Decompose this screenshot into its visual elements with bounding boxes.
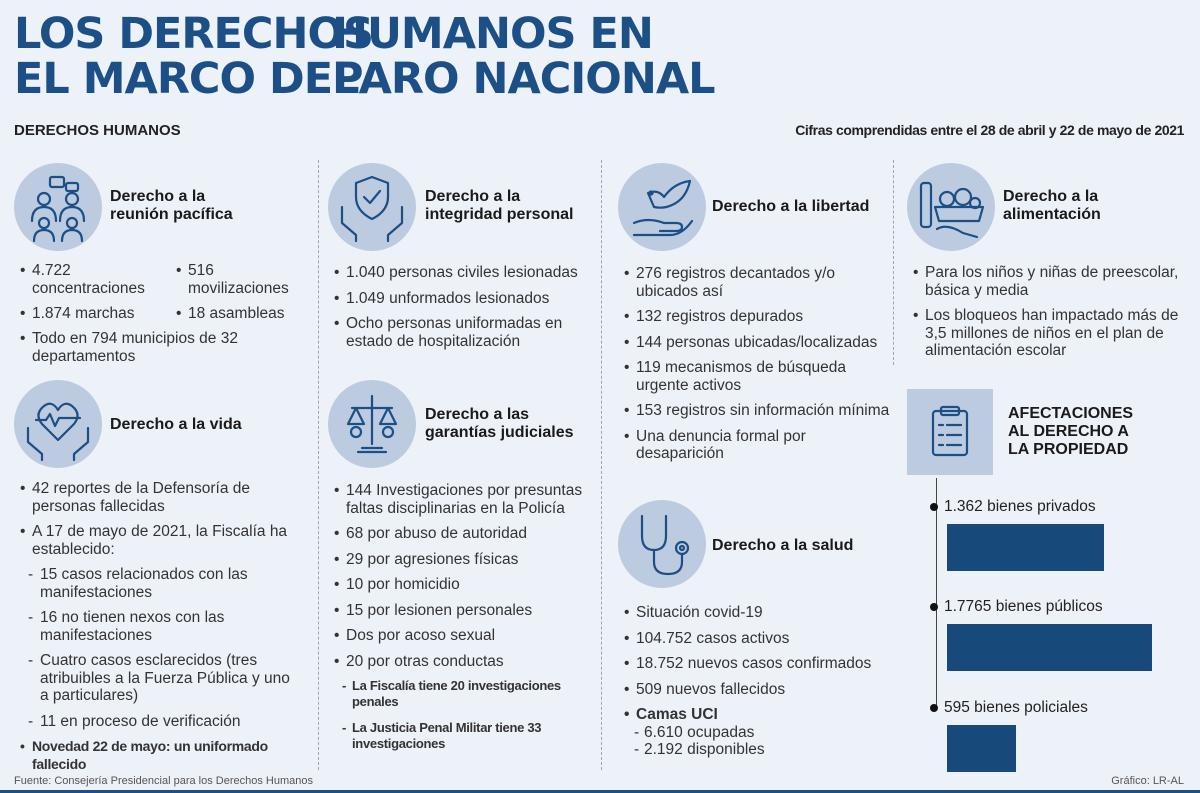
list-item: • 4.722 (20, 262, 175, 280)
title-line1-left: LOS DERECHOS (14, 9, 373, 59)
list-item: • Dos por acoso sexual (334, 627, 599, 645)
list-item: • 104.752 casos activos (624, 630, 892, 648)
bar (947, 524, 1104, 571)
section-title-line: Derecho a la (1003, 188, 1099, 205)
dove-hand-icon (618, 163, 706, 251)
list-item: • Una denuncia formal por desaparición (624, 428, 892, 463)
bar-dot (930, 704, 938, 712)
list-item: - 16 no tienen nexos con las manifestaciones (20, 609, 290, 644)
bar-dot (930, 603, 938, 611)
list-item: • Ocho personas uniformadas en estado de hospitalización (334, 315, 596, 350)
list-item: • 1.049 unformados lesionados (334, 290, 596, 308)
column-divider (318, 160, 319, 770)
list-item: • Todo en 794 municipios de 32 departamentos (20, 330, 240, 365)
date-range: Cifras comprendidas entre el 28 de abril y 22 de mayo de 2021 (795, 122, 1184, 138)
list-item: - La Fiscalía tiene 20 investigaciones penales (334, 678, 599, 710)
clipboard-icon (907, 389, 993, 475)
list-item: • Novedad 22 de mayo: un uniformado fallecido (20, 738, 290, 773)
section-title-line: AL DERECHO A (1008, 423, 1129, 440)
list-item: • Situación covid-19 (624, 604, 892, 622)
list-item: • 1.874 marchas (20, 305, 175, 323)
list-item: • 20 por otras conductas (334, 653, 599, 671)
list-item: • 1.040 personas civiles lesionadas (334, 264, 596, 282)
list-item: • 144 personas ubicadas/localizadas (624, 334, 892, 352)
list-item: • A 17 de mayo de 2021, la Fiscalía ha establecido: (20, 523, 290, 558)
bar-label (930, 699, 1088, 717)
list-item: • 42 reportes de la Defensoría de personas fallecidas (20, 480, 290, 515)
source-note: Fuente: Consejería Presidencial para los Derechos Humanos (14, 775, 313, 787)
heart-hands-icon (14, 380, 102, 468)
list-item: • 276 registros decantados y/o ubicados así (624, 265, 892, 300)
people-meeting-icon (14, 163, 102, 251)
section-title-line: garantías judiciales (425, 424, 574, 441)
list-item: • Camas UCI (624, 706, 892, 724)
reunion-list-left (20, 262, 175, 331)
list-item: • 509 nuevos fallecidos (624, 681, 892, 699)
list-item: - 11 en proceso de verificación (20, 713, 290, 731)
bar-dot (930, 503, 938, 511)
section-title-reunion (110, 188, 233, 224)
garantias-list (334, 482, 599, 762)
libertad-list (624, 265, 892, 471)
vida-list (20, 480, 290, 781)
scales-justice-icon (328, 380, 416, 468)
section-title-line: reunión pacífica (110, 206, 233, 223)
list-item: movilizaciones (188, 279, 289, 297)
list-item: - 6.610 ocupadas (624, 724, 892, 742)
section-title-garantias (425, 406, 574, 442)
list-item: • 144 Investigaciones por presuntas faltas disciplinarias en la Policía (334, 482, 599, 517)
title-left (14, 9, 373, 104)
section-title-alimentacion (1003, 188, 1101, 224)
section-title-line: integridad personal (425, 206, 574, 223)
section-title-line: AFECTACIONES (1008, 405, 1134, 422)
list-item: concentraciones (32, 279, 145, 297)
section-title-line: LA PROPIEDAD (1008, 441, 1129, 458)
bar (947, 624, 1152, 671)
shield-hands-icon (328, 163, 416, 251)
column-divider (601, 160, 602, 770)
reunion-list-right (176, 262, 316, 331)
title-line1-right: HUMANOS EN (332, 9, 653, 59)
section-title-libertad: Derecho a la libertad (712, 198, 870, 215)
bar-label (930, 598, 1103, 616)
column-divider (893, 160, 894, 365)
title-line2-right: PARO NACIONAL (332, 54, 715, 104)
list-item: - La Justicia Penal Militar tiene 33 investigaciones (334, 720, 599, 752)
section-title-line: Derecho a la (110, 188, 206, 205)
section-title-vida: Derecho a la vida (110, 416, 242, 433)
section-title-salud: Derecho a la salud (712, 537, 854, 554)
list-item: • 15 por lesionen personales (334, 602, 599, 620)
section-title-line: Derecho a la (425, 188, 521, 205)
list-item: - 2.192 disponibles (624, 741, 892, 759)
bar (947, 725, 1016, 772)
list-item: • 18 asambleas (176, 305, 316, 323)
list-item: • 153 registros sin información mínima (624, 402, 892, 420)
stethoscope-icon (618, 500, 706, 588)
integridad-list (334, 264, 596, 358)
section-title-integridad (425, 188, 573, 224)
list-item: - 15 casos relacionados con las manifestaciones (20, 566, 290, 601)
list-item: • 132 registros depurados (624, 308, 892, 326)
section-title-propiedad (1008, 405, 1133, 459)
list-item: • Para los niños y niñas de preescolar, básica y media (913, 264, 1198, 299)
reunion-list-bottom (20, 330, 240, 373)
bar-label-text: 1.362 bienes privados (944, 498, 1096, 515)
section-title-line: Derecho a las (425, 406, 530, 423)
list-item: • 68 por abuso de autoridad (334, 525, 599, 543)
bar-label (930, 498, 1096, 516)
salud-list (624, 604, 892, 759)
list-item: • 119 mecanismos de búsqueda urgente activos (624, 359, 892, 394)
credit-note: Gráfico: LR-AL (1111, 775, 1184, 787)
title-line2-left: EL MARCO DEL (14, 54, 359, 104)
list-item: - Cuatro casos esclarecidos (tres atribuibles a la Fuerza Pública y uno a particulares) (20, 652, 290, 705)
food-basket-icon (907, 163, 995, 251)
list-item: • 516 (176, 262, 316, 280)
list-item: • Los bloqueos han impactado más de 3,5 millones de niños en el plan de alimentación escolar (913, 307, 1198, 360)
alimentacion-list (913, 264, 1198, 368)
list-item: • 18.752 nuevos casos confirmados (624, 655, 892, 673)
list-item: • 29 por agresiones físicas (334, 551, 599, 569)
list-item: • 10 por homicidio (334, 576, 599, 594)
subtitle: DERECHOS HUMANOS (14, 122, 181, 139)
section-title-line: alimentación (1003, 206, 1101, 223)
bar-label-text: 1.7765 bienes públicos (944, 598, 1103, 615)
bar-label-text: 595 bienes policiales (944, 699, 1088, 716)
title-right (332, 9, 715, 104)
